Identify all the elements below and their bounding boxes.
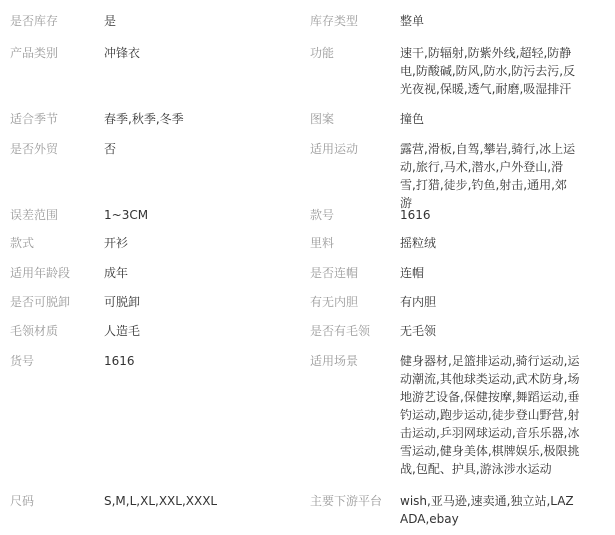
fur-collar-value: 无毛领 xyxy=(400,324,437,338)
detachable-value: 可脱卸 xyxy=(104,295,141,309)
sizes-value: S,M,L,XL,XXL,XXXL xyxy=(104,494,218,508)
detachable-label: 是否可脱卸 xyxy=(10,295,71,309)
foreign-trade-value: 否 xyxy=(104,142,117,156)
style-label: 款式 xyxy=(10,236,35,250)
foreign-trade-label: 是否外贸 xyxy=(10,142,59,156)
pattern-label: 图案 xyxy=(310,112,335,126)
scene-value: 健身器材,足篮排运动,骑行运动,运动潮流,其他球类运动,武术防身,场地游艺设备,保健按摩,舞蹈运动,垂钓运动,跑步运动,徒步登山野营,射击运动,乒羽网球运动,音乐乐器,冰雪运动,健身美体,棋牌娱乐,极限挑战,包配、护具,游泳涉水运动 xyxy=(400,354,580,476)
in-stock-label: 是否库存 xyxy=(10,14,59,28)
category-value: 冲锋衣 xyxy=(104,46,141,60)
model-no-label: 款号 xyxy=(310,208,335,222)
item-no-value: 1616 xyxy=(104,354,135,368)
sizes-label: 尺码 xyxy=(10,494,35,508)
sport-label: 适用运动 xyxy=(310,142,359,156)
stock-type-value: 整单 xyxy=(400,14,425,28)
fur-collar-label: 是否有毛领 xyxy=(310,324,371,338)
in-stock-value: 是 xyxy=(104,14,117,28)
tolerance-value: 1~3CM xyxy=(104,208,149,222)
stock-type-label: 库存类型 xyxy=(310,14,359,28)
age-value: 成年 xyxy=(104,266,129,280)
fur-material-label: 毛领材质 xyxy=(10,324,59,338)
hood-value: 连帽 xyxy=(400,266,425,280)
model-no-value: 1616 xyxy=(400,208,431,222)
category-label: 产品类别 xyxy=(10,46,59,60)
season-value: 春季,秋季,冬季 xyxy=(104,112,184,126)
platforms-value: wish,亚马逊,速卖通,独立站,LAZADA,ebay xyxy=(400,494,574,526)
age-label: 适用年龄段 xyxy=(10,266,71,280)
style-value: 开衫 xyxy=(104,236,129,250)
lining-value: 摇粒绒 xyxy=(400,236,437,250)
lining-label: 里料 xyxy=(310,236,335,250)
platforms-label: 主要下游平台 xyxy=(310,494,383,508)
function-value: 速干,防辐射,防紫外线,超轻,防静电,防酸碱,防风,防水,防污去污,反光夜视,保暖,透气,耐磨,吸湿排汗 xyxy=(400,46,576,96)
scene-label: 适用场景 xyxy=(310,354,359,368)
function-label: 功能 xyxy=(310,46,335,60)
fur-material-value: 人造毛 xyxy=(104,324,141,338)
item-no-label: 货号 xyxy=(10,354,35,368)
pattern-value: 撞色 xyxy=(400,112,425,126)
inner-label: 有无内胆 xyxy=(310,295,359,309)
season-label: 适合季节 xyxy=(10,112,59,126)
sport-value: 露营,滑板,自驾,攀岩,骑行,冰上运动,旅行,马术,潜水,户外登山,滑雪,打猎,徒步,钓鱼,射击,通用,郊游 xyxy=(400,142,576,210)
inner-value: 有内胆 xyxy=(400,295,437,309)
hood-label: 是否连帽 xyxy=(310,266,359,280)
tolerance-label: 误差范围 xyxy=(10,208,59,222)
